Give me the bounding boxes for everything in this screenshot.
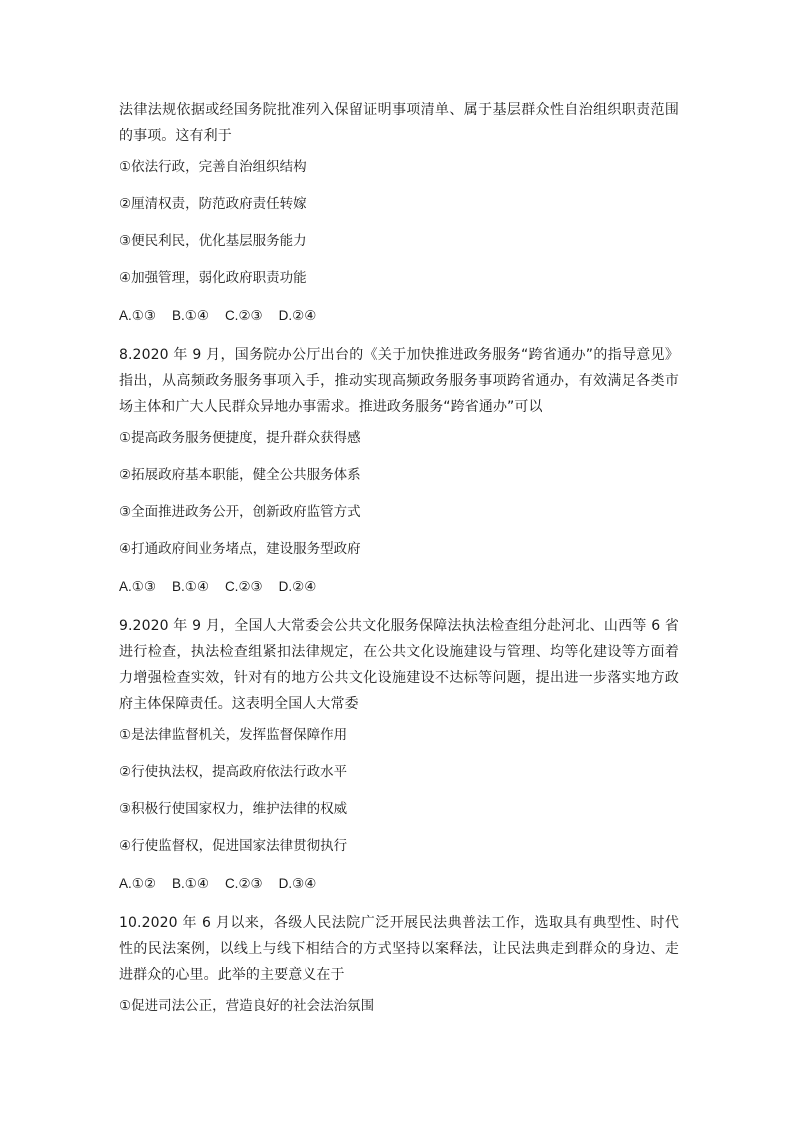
question-9-option-1: ①是法律监督机关，发挥监督保障作用 bbox=[119, 727, 348, 743]
answer-c: C.②③ bbox=[224, 308, 263, 323]
question-9 bbox=[119, 613, 679, 894]
question-8-option-4: ④打通政府间业务堵点，建设服务型政府 bbox=[119, 541, 361, 557]
question-10-option-1: ①促进司法公正，营造良好的社会法治氛围 bbox=[119, 998, 375, 1014]
question-9-stem: 9.2020 年 9 月，全国人大常委会公共文化服务保障法执法检查组分赴河北、山西等 6 省进行检查，执法检查组紧扣法律规定，在公共文化设施建设与管理、均等化建设等方面着力增强检查实效，针对有的地方公共文化设施建设不达标等问题，提出进一步落实地方政府主体保障责任。这表明全国人大常委 bbox=[119, 618, 679, 712]
question-8-option-3: ③全面推进政务公开，创新政府监管方式 bbox=[119, 504, 361, 520]
exam-page bbox=[119, 97, 679, 1033]
question-7 bbox=[119, 97, 679, 326]
answer-b: B.①④ bbox=[171, 308, 209, 323]
question-7-option-1: ①依法行政，完善自治组织结构 bbox=[119, 159, 307, 175]
question-7-option-3: ③便民利民，优化基层服务能力 bbox=[119, 233, 307, 249]
question-8-option-1: ①提高政务服务便捷度，提升群众获得感 bbox=[119, 430, 361, 446]
question-8-stem: 8.2020 年 9 月，国务院办公厅出台的《关于加快推进政务服务“跨省通办”的指导意见》指出，从高频政务服务事项入手，推动实现高频政务服务事项跨省通办，有效满足各类市场主体和广大人民群众异地办事需求。推进政务服务“跨省通办”可以 bbox=[119, 347, 679, 415]
question-9-option-3: ③积极行使国家权力，维护法律的权威 bbox=[119, 801, 348, 817]
question-9-option-2: ②行使执法权，提高政府依法行政水平 bbox=[119, 764, 348, 780]
question-7-answers bbox=[119, 305, 679, 326]
answer-b: B.①④ bbox=[171, 579, 209, 594]
answer-a: A.①③ bbox=[119, 308, 156, 323]
answer-c: C.②③ bbox=[224, 579, 263, 594]
question-9-answers bbox=[119, 873, 679, 894]
question-7-stem: 法律法规依据或经国务院批准列入保留证明事项清单、属于基层群众性自治组织职责范围的事项。这有利于 bbox=[119, 102, 679, 144]
answer-d: D.②④ bbox=[278, 308, 317, 323]
question-7-option-4: ④加强管理，弱化政府职责功能 bbox=[119, 270, 307, 286]
answer-b: B.①④ bbox=[171, 876, 209, 891]
answer-a: A.①② bbox=[119, 876, 156, 891]
answer-c: C.②③ bbox=[224, 876, 263, 891]
question-10-stem: 10.2020 年 6 月以来，各级人民法院广泛开展民法典普法工作，选取具有典型性、时代性的民法案例，以线上与线下相结合的方式坚持以案释法，让民法典走到群众的身边、走进群众的心里。此举的主要意义在于 bbox=[119, 915, 679, 983]
question-9-option-4: ④行使监督权，促进国家法律贯彻执行 bbox=[119, 838, 348, 854]
answer-d: D.③④ bbox=[278, 876, 317, 891]
question-8 bbox=[119, 342, 679, 597]
question-8-option-2: ②拓展政府基本职能，健全公共服务体系 bbox=[119, 467, 361, 483]
answer-a: A.①③ bbox=[119, 579, 156, 594]
question-10 bbox=[119, 910, 679, 1017]
question-8-answers bbox=[119, 576, 679, 597]
question-7-option-2: ②厘清权责，防范政府责任转嫁 bbox=[119, 196, 307, 212]
answer-d: D.②④ bbox=[278, 579, 317, 594]
